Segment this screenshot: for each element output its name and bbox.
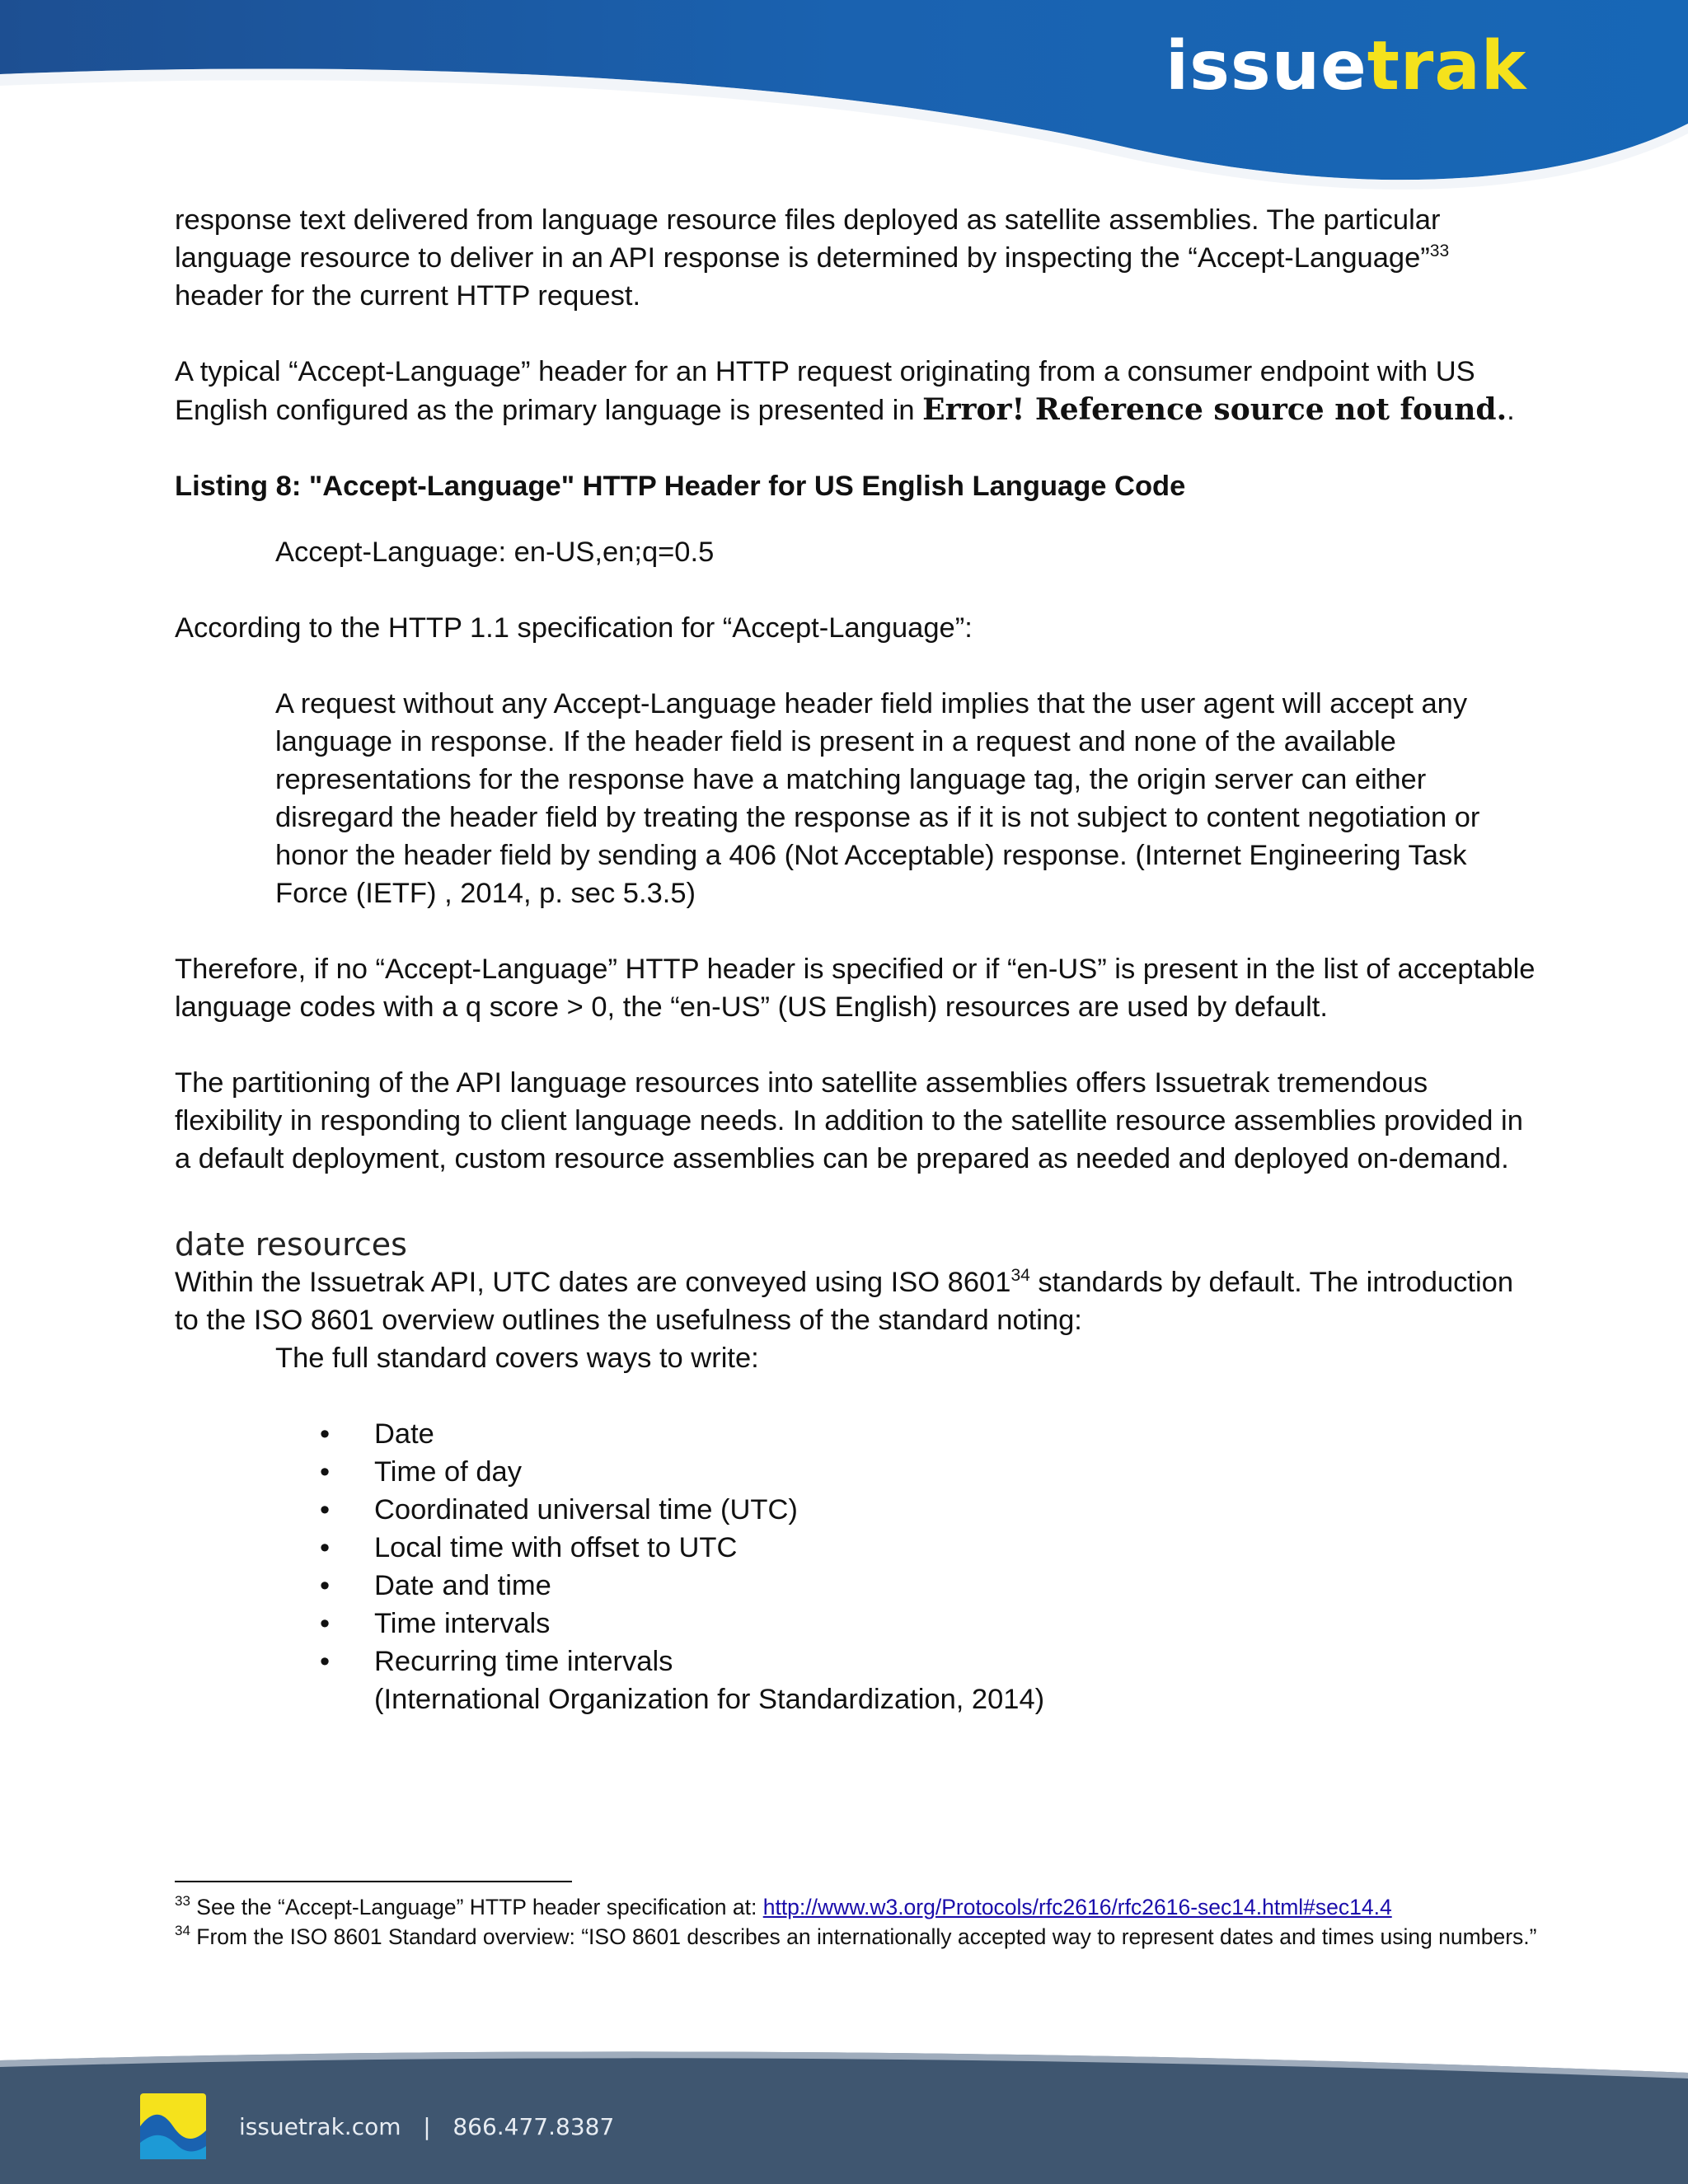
footnote-34	[175, 1922, 1543, 1952]
paragraph-partitioning: The partitioning of the API language resources into satellite assemblies offers Issuetrak tremendous flexibility in responding to client language needs. In addition to the satellite resource assemblies provided in a default deployment, custom resource assemblies can be prepared as needed and deployed on-demand.	[175, 1067, 1523, 1174]
paragraph-intro-text: response text delivered from language resource files deployed as satellite assemblies. The particular language resource to deliver in an API response is determined by inspecting the “Accept-Language”	[175, 204, 1441, 274]
footnote-number-34: 34	[175, 1923, 190, 1938]
footnote-ref-33[interactable]: 33	[1429, 241, 1450, 260]
footer-band	[0, 2036, 1688, 2184]
footnote-separator	[175, 1881, 572, 1882]
footnote-ref-34[interactable]: 34	[1010, 1266, 1030, 1285]
logo-text-trak: trak	[1367, 27, 1527, 105]
paragraph-typical-header	[175, 353, 1543, 429]
paragraph-iso-text: Within the Issuetrak API, UTC dates are conveyed using ISO 8601	[175, 1267, 1011, 1298]
footnote-33-link[interactable]: http://www.w3.org/Protocols/rfc2616/rfc2616-sec14.html#sec14.4	[762, 1895, 1392, 1919]
bullet-list	[175, 1415, 1543, 1680]
issuetrak-logo	[1165, 27, 1527, 105]
paragraph-intro-tail: header for the current HTTP request.	[175, 280, 641, 312]
list-item: • Local time with offset to UTC	[374, 1529, 1543, 1567]
footnote-number-33: 33	[175, 1893, 190, 1909]
logo-text-issue: issue	[1165, 27, 1367, 105]
list-item: • Time of day	[374, 1453, 1543, 1491]
footnotes	[175, 1892, 1543, 1952]
list-item: • Recurring time intervals	[374, 1643, 1543, 1680]
section-heading: date resources	[175, 1226, 407, 1263]
document-body	[175, 201, 1543, 1718]
paragraph-typical-header-text: A typical “Accept-Language” header for an HTTP request originating from a consumer endpoint with US English configured as the primary language is presented in	[175, 356, 1475, 426]
footnote-33-text: See the “Accept-Language” HTTP header specification at:	[190, 1895, 763, 1919]
listing-title: Listing 8: "Accept-Language" HTTP Header for US English Language Code	[175, 471, 1186, 502]
paragraph-iso	[175, 1263, 1543, 1339]
citation: (International Organization for Standardization, 2014)	[374, 1684, 1045, 1715]
paragraph-iso-tail: standards by default. The introduction to the ISO 8601 overview outlines the usefulness of the standard noting:	[175, 1267, 1514, 1336]
list-item: • Date	[374, 1415, 1543, 1453]
footnote-33	[175, 1892, 1543, 1922]
paragraph-intro	[175, 201, 1543, 315]
reference-error: Error! Reference source not found.	[922, 392, 1507, 427]
standard-intro: The full standard covers ways to write:	[275, 1343, 759, 1374]
paragraph-default: Therefore, if no “Accept-Language” HTTP header is specified or if “en-US” is present in the list of acceptable language codes with a q score > 0, the “en-US” (US English) resources are used by default.	[175, 954, 1536, 1023]
paragraph-typical-header-tail: .	[1507, 395, 1515, 426]
list-item: • Time intervals	[374, 1605, 1543, 1643]
block-quote: A request without any Accept-Language header field implies that the user agent will accept any language in response. If the header field is present in a request and none of the available representations for the response have a matching language tag, the origin server can either disregard the header field by treating the response as if it is not subject to content negotiation or honor the header field by sending a 406 (Not Acceptable) response. (Internet Engineering Task Force (IETF) , 2014, p. sec 5.3.5)	[275, 688, 1480, 909]
paragraph-spec-intro: According to the HTTP 1.1 specification for “Accept-Language”:	[175, 612, 973, 644]
list-item: • Coordinated universal time (UTC)	[374, 1491, 1543, 1529]
footer-contact: issuetrak.com | 866.477.8387	[239, 2113, 615, 2140]
listing-code: Accept-Language: en-US,en;q=0.5	[275, 537, 715, 568]
list-item: • Date and time	[374, 1567, 1543, 1605]
footnote-34-text: From the ISO 8601 Standard overview: “ISO 8601 describes an internationally accepted way to represent dates and times using numbers.”	[190, 1924, 1537, 1949]
issuetrak-mark-icon	[140, 2093, 206, 2159]
